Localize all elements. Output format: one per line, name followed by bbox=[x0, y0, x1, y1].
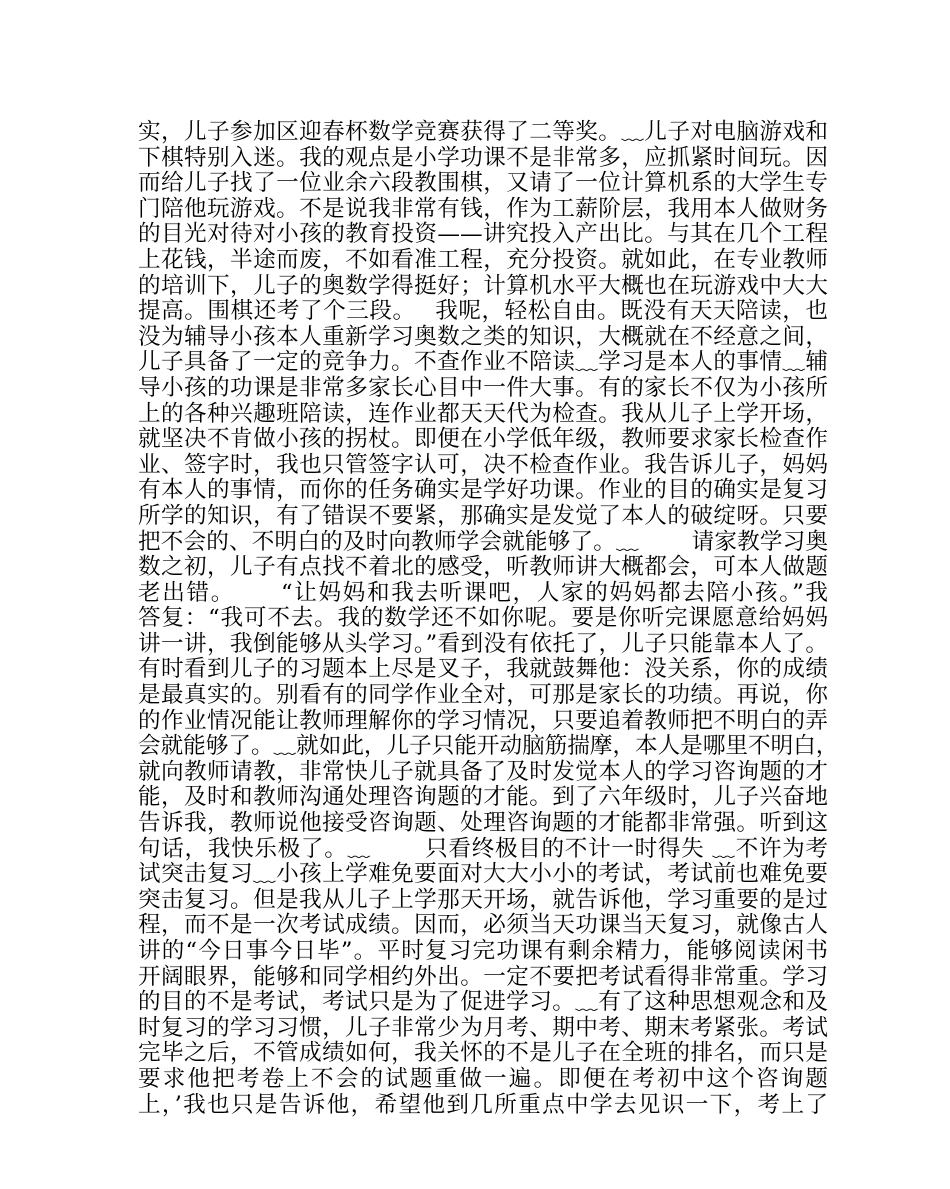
text-line: 导小孩的功课是非常多家长心目中一件大事。有的家长不仅为小孩所 bbox=[138, 374, 828, 401]
text-line: 上花钱，半途而废，不如看准工程，充分投资。就如此，在专业教师 bbox=[138, 246, 828, 273]
text-line: 实，儿子参加区迎春杯数学竞赛获得了二等奖。﹏儿子对电脑游戏和 bbox=[138, 119, 828, 145]
text-line: 的目的不是考试，考试只是为了促进学习。﹏有了这种思想观念和及 bbox=[138, 989, 828, 1016]
text-line: 的培训下，儿子的奥数学得挺好；计算机水平大概也在玩游戏中大大 bbox=[138, 272, 828, 299]
text-line: 上，’我也只是告诉他，希望他到几所重点中学去见识一下，考上了 bbox=[138, 1091, 828, 1118]
text-line: 时复习的学习习惯，儿子非常少为月考、期中考、期末考紧张。考试 bbox=[138, 1014, 828, 1041]
text-line: 告诉我，教师说他接受咨询题、处理咨询题的才能都非常强。听到这 bbox=[138, 810, 828, 837]
text-line: 讲的“今日事今日毕”。平时复习完功课有剩余精力，能够阅读闲书 bbox=[138, 938, 828, 964]
text-line: 的作业情况能让教师理解你的学习情况，只要追着教师把不明白的弄 bbox=[138, 707, 828, 734]
text-line: 试突击复习﹏小孩上学难免要面对大大小小的考试，考试前也难免要 bbox=[138, 861, 828, 888]
text-line: 数之初，儿子有点找不着北的感受，听教师讲大概都会，可本人做题 bbox=[138, 554, 828, 581]
text-line: 要求他把考卷上不会的试题重做一遍。即便在考初中这个咨询题 bbox=[138, 1065, 828, 1092]
text-line: 完毕之后，不管成绩如何，我关怀的不是儿子在全班的排名，而只是 bbox=[138, 1040, 828, 1067]
text-line: 把不会的、不明白的及时向教师学会就能够了。﹏ 请家教学习奥 bbox=[138, 528, 828, 555]
text-line: 而给儿子找了一位业余六段教围棋，又请了一位计算机系的大学生专 bbox=[138, 170, 828, 197]
text-line: 上的各种兴趣班陪读，连作业都天天代为检查。我从儿子上学开场， bbox=[138, 400, 828, 427]
body-text bbox=[138, 119, 839, 1118]
text-line: 老出错。 “让妈妈和我去听课吧，人家的妈妈都去陪小孩。”我 bbox=[138, 579, 828, 606]
text-line: 会就能够了。﹏就如此，儿子只能开动脑筋揣摩，本人是哪里不明白， bbox=[138, 733, 839, 760]
text-line: 开阔眼界，能够和同学相约外出。一定不要把考试看得非常重。学习 bbox=[138, 963, 828, 990]
text-line: 没为辅导小孩本人重新学习奥数之类的知识，大概就在不经意之间， bbox=[138, 323, 828, 350]
text-line: 答复：“我可不去。我的数学还不如你呢。要是你听完课愿意给妈妈 bbox=[138, 605, 828, 632]
text-line: 业、签字时，我也只管签字认可，决不检查作业。我告诉儿子，妈妈 bbox=[138, 451, 828, 478]
text-line: 有时看到儿子的习题本上尽是叉子，我就鼓舞他：没关系，你的成绩 bbox=[138, 656, 828, 683]
text-line: 儿子具备了一定的竞争力。不查作业不陪读﹏学习是本人的事情﹏辅 bbox=[138, 349, 828, 376]
text-line: 突击复习。但是我从儿子上学那天开场，就告诉他，学习重要的是过 bbox=[138, 886, 828, 913]
text-line: 就坚决不肯做小孩的拐杖。即便在小学低年级，教师要求家长检查作 bbox=[138, 426, 828, 453]
text-line: 就向教师请教，非常快儿子就具备了及时发觉本人的学习咨询题的才 bbox=[138, 758, 828, 785]
text-line: 是最真实的。别看有的同学作业全对，可那是家长的功绩。再说，你 bbox=[138, 682, 828, 709]
text-line: 能，及时和教师沟通处理咨询题的才能。到了六年级时，儿子兴奋地 bbox=[138, 784, 828, 811]
text-line: 讲一讲，我倒能够从头学习。”看到没有依托了，儿子只能靠本人了。 bbox=[138, 630, 828, 657]
text-line: 下棋特别入迷。我的观点是小学功课不是非常多，应抓紧时间玩。因 bbox=[138, 144, 828, 171]
text-line: 所学的知识，有了错误不要紧，那确实是发觉了本人的破绽呀。只要 bbox=[138, 502, 828, 529]
text-line: 程，而不是一次考试成绩。因而，必须当天功课当天复习，就像古人 bbox=[138, 912, 828, 939]
text-line: 提高。围棋还考了个三段。 我呢，轻松自由。既没有天天陪读，也 bbox=[138, 298, 828, 325]
text-line: 的目光对待对小孩的教育投资——讲究投入产出比。与其在几个工程 bbox=[138, 221, 828, 248]
text-line: 门陪他玩游戏。不是说我非常有钱，作为工薪阶层，我用本人做财务 bbox=[138, 195, 828, 222]
text-line: 句话，我快乐极了。﹏ 只看终极目的不计一时得失 ﹏不许为考 bbox=[138, 835, 828, 862]
text-line: 有本人的事情，而你的任务确实是学好功课。作业的目的确实是复习 bbox=[138, 477, 828, 504]
